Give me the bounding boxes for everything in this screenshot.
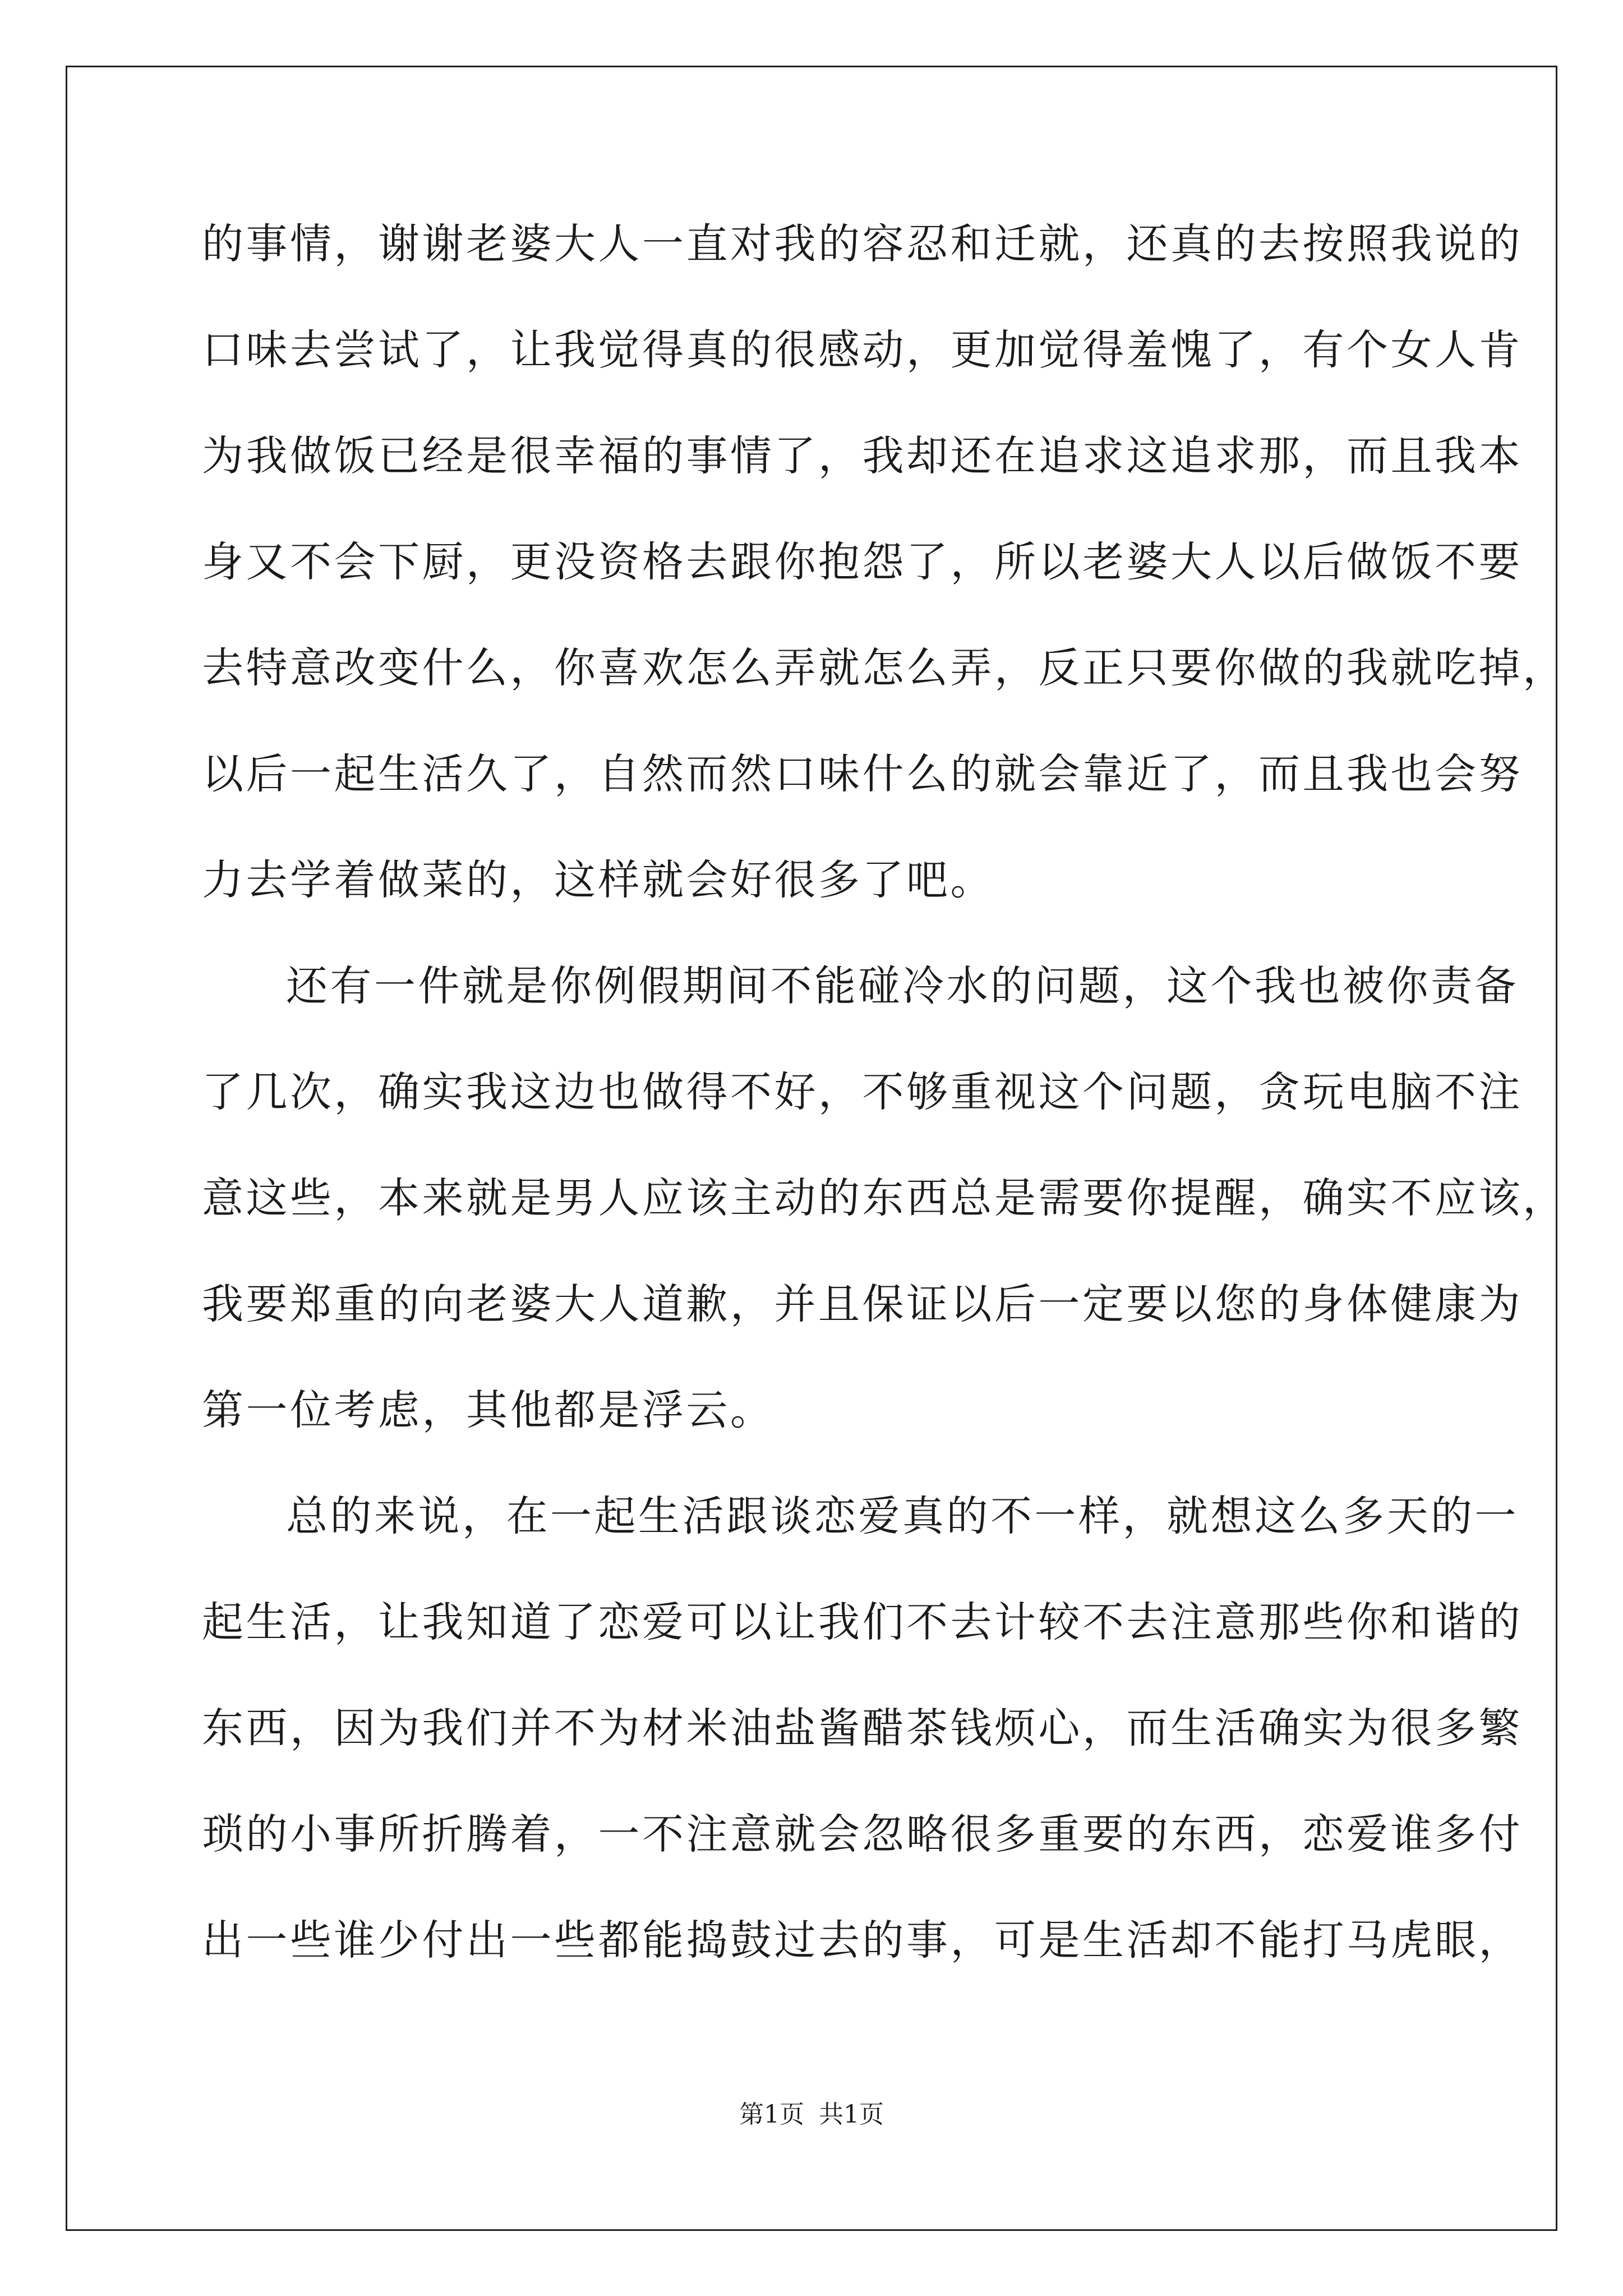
- paragraph-first-line: 还有一件就是你例假期间不能碰冷水的问题，这个我也被你责备: [286, 962, 1519, 1010]
- page-footer: [0, 2098, 1623, 2132]
- text-line: 力去学着做菜的，这样就会好很多了吧。: [202, 856, 994, 904]
- text-line: 为我做饭已经是很幸福的事情了，我却还在追求这追求那，而且我本: [202, 432, 1523, 480]
- text-line: 去特意改变什么，你喜欢怎么弄就怎么弄，反正只要你做的我就吃掉，: [202, 644, 1567, 692]
- page-total: 共1页: [819, 2100, 884, 2129]
- document-body: [202, 202, 1567, 2004]
- text-line: 以后一起生活久了，自然而然口味什么的就会靠近了，而且我也会努: [202, 750, 1523, 798]
- text-line: 第一位考虑，其他都是浮云。: [202, 1386, 774, 1434]
- text-line: 东西，因为我们并不为材米油盐酱醋茶钱烦心，而生活确实为很多繁: [202, 1704, 1523, 1752]
- text-line: 琐的小事所折腾着，一不注意就会忽略很多重要的东西，恋爱谁多付: [202, 1810, 1523, 1858]
- text-line: 意这些，本来就是男人应该主动的东西总是需要你提醒，确实不应该，: [202, 1174, 1567, 1222]
- text-line: 身又不会下厨，更没资格去跟你抱怨了，所以老婆大人以后做饭不要: [202, 538, 1523, 586]
- text-line: 起生活，让我知道了恋爱可以让我们不去计较不去注意那些你和谐的: [202, 1598, 1523, 1646]
- text-line: 我要郑重的向老婆大人道歉，并且保证以后一定要以您的身体健康为: [202, 1280, 1523, 1328]
- text-line: 的事情，谢谢老婆大人一直对我的容忍和迁就，还真的去按照我说的: [202, 220, 1523, 268]
- text-line: 出一些谁少付出一些都能捣鼓过去的事，可是生活却不能打马虎眼，: [202, 1916, 1523, 1964]
- text-line: 了几次，确实我这边也做得不好，不够重视这个问题，贪玩电脑不注: [202, 1068, 1523, 1116]
- text-line: 口味去尝试了，让我觉得真的很感动，更加觉得羞愧了，有个女人肯: [202, 326, 1523, 374]
- paragraph-first-line: 总的来说，在一起生活跟谈恋爱真的不一样，就想这么多天的一: [286, 1492, 1519, 1540]
- page-number: 第1页: [739, 2100, 804, 2129]
